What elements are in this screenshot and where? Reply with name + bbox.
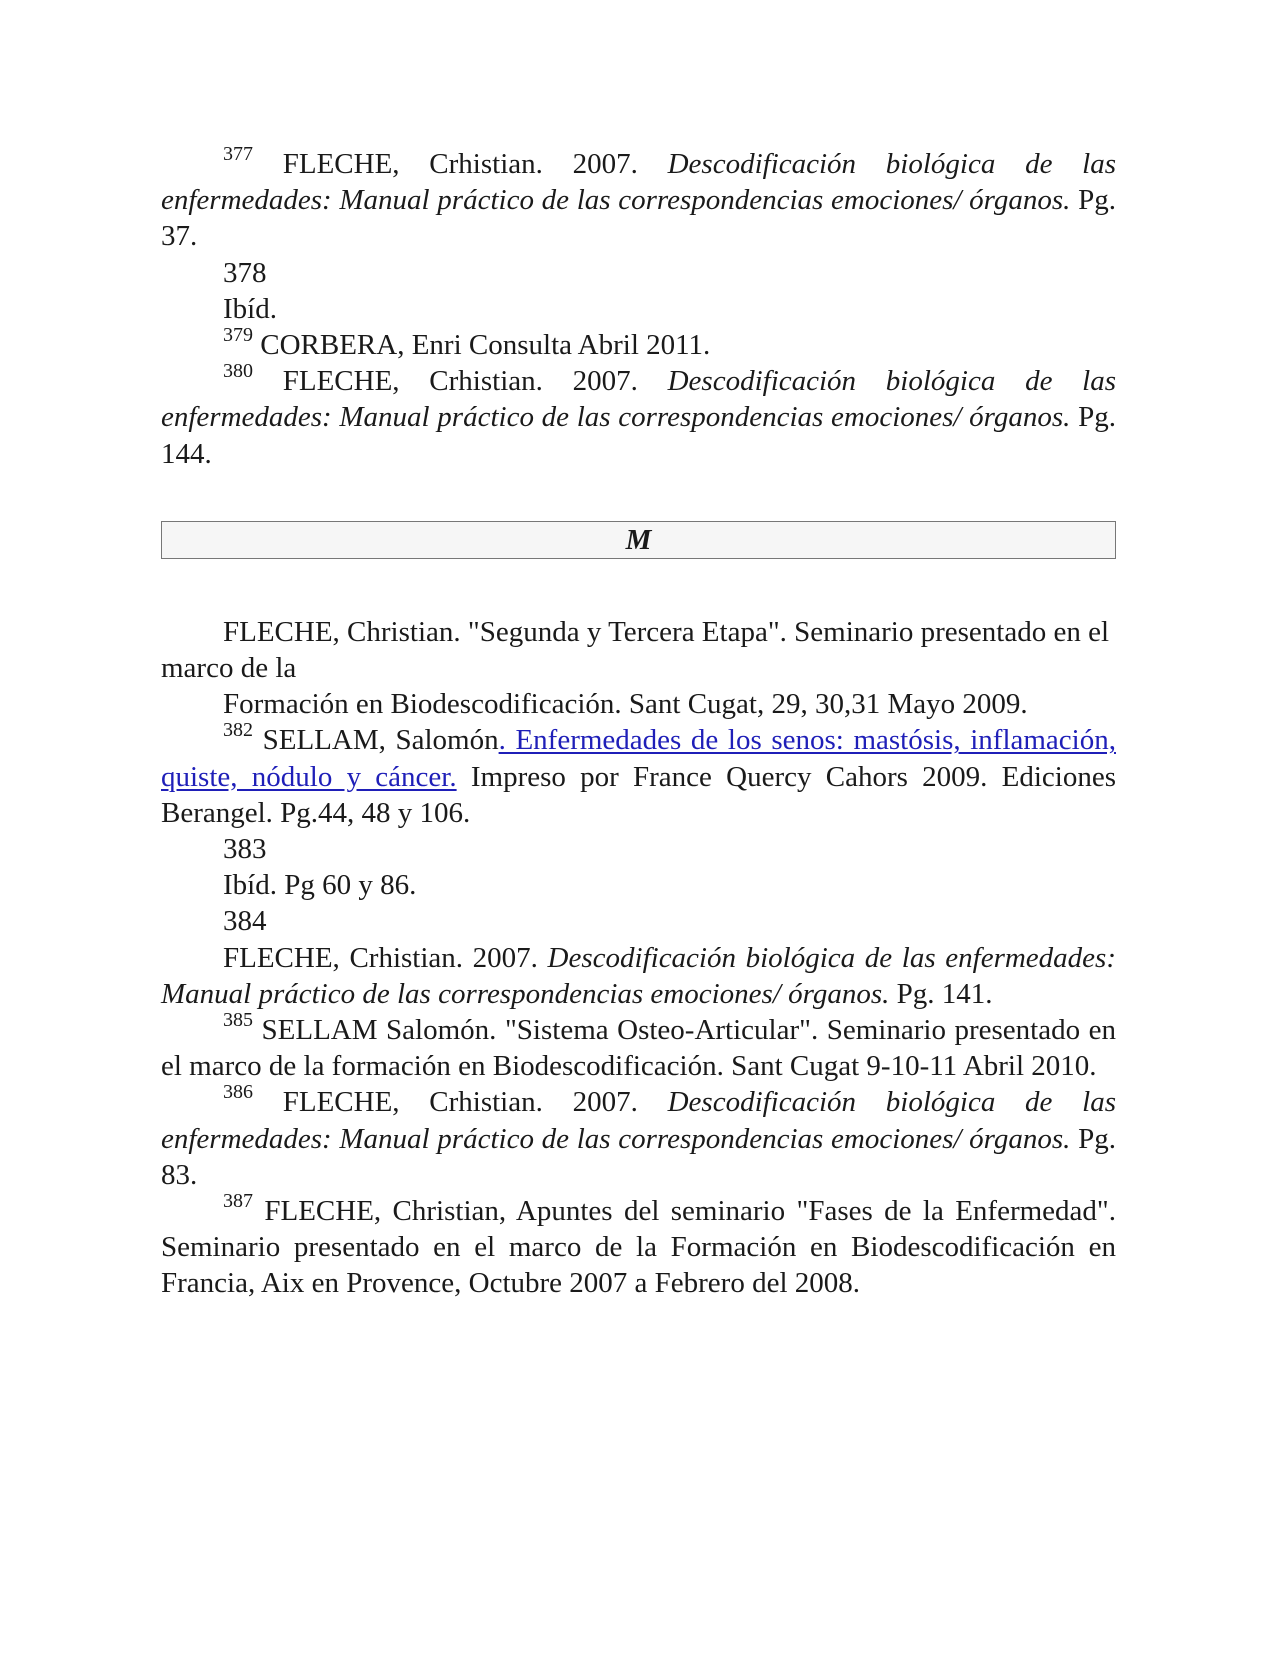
- footnote-book-title: Descodificación biológica de las enfermedades: Manual práctico de las correspondencias emociones/ órganos.: [161, 1086, 1117, 1155]
- entry-fleche-seminar-line2: Formación en Biodescodificación. Sant Cugat, 29, 30,31 Mayo 2009.: [223, 688, 1028, 721]
- footnote-378-number: 378: [223, 256, 267, 289]
- footnote-number: 385: [223, 1009, 253, 1032]
- footnote-377: [161, 143, 1117, 255]
- footnote-379: [161, 324, 1116, 363]
- footnote-378-text: Ibíd.: [223, 292, 277, 325]
- footnote-387: [161, 1190, 1116, 1302]
- footnote-number: 377: [223, 143, 253, 165]
- footnote-book-title: Descodificación biológica de las enfermedades: Manual práctico de las correspondencias emociones/ órganos.: [161, 941, 1116, 1010]
- footnote-book-title: Descodificación biológica de las enfermedades: Manual práctico de las correspondencias emociones/ órganos.: [161, 365, 1117, 434]
- footnote-386: [161, 1081, 1117, 1193]
- footnote-text: CORBERA, Enri Consulta Abril 2011.: [260, 329, 711, 362]
- footnote-380: [161, 360, 1117, 472]
- footnote-author: FLECHE, Crhistian. 2007.: [282, 365, 668, 398]
- footnote-382: [161, 719, 1116, 831]
- footnote-page: Pg. 141.: [889, 977, 993, 1010]
- footnote-text: FLECHE, Christian, Apuntes del seminario "Fases de la Enfermedad". Seminario presentado en el marco de la Formación en Biodescodificación en Francia, Aix en Provence, Octubre 2007 a Febrero del 2008.: [161, 1195, 1116, 1300]
- footnote-page: Pg. 83.: [161, 1122, 1116, 1191]
- footnote-384-number: 384: [223, 905, 267, 938]
- footnote-publisher: Impreso por France Quercy Cahors 2009. Ediciones Berangel. Pg.44, 48 y 106.: [161, 760, 1116, 829]
- footnote-text: SELLAM Salomón. "Sistema Osteo-Articular". Seminario presentado en el marco de la formación en Biodescodificación. Sant Cugat 9-10-11 Abril 2010.: [161, 1014, 1116, 1083]
- footnote-385: [161, 1009, 1116, 1084]
- footnote-author: FLECHE, Crhistian. 2007.: [282, 148, 668, 180]
- section-letter-header: [161, 521, 1116, 559]
- footnote-author: FLECHE, Crhistian. 2007.: [253, 1086, 668, 1119]
- section-letter: M: [625, 523, 652, 556]
- footnote-book-title: Descodificación biológica de las enfermedades: Manual práctico de las correspondencias emociones/ órganos.: [161, 148, 1117, 217]
- footnote-number: 382: [223, 719, 253, 742]
- footnote-page: Pg. 37.: [161, 184, 1116, 253]
- footnote-number: 387: [223, 1190, 253, 1213]
- footnote-page: Pg. 144.: [161, 401, 1116, 470]
- document-page: [161, 143, 1117, 1302]
- footnote-383-text: Ibíd. Pg 60 y 86.: [223, 869, 417, 902]
- entry-fleche-seminar-line1: FLECHE, Christian. "Segunda y Tercera Etapa". Seminario presentado en el marco de la: [161, 615, 1110, 685]
- footnote-383-number: 383: [223, 833, 267, 866]
- footnote-384: [161, 940, 1116, 1012]
- footnote-number: 380: [223, 360, 253, 383]
- footnote-number: 386: [223, 1081, 253, 1104]
- footnote-author: SELLAM, Salomón: [253, 724, 499, 757]
- book-title-link[interactable]: . Enfermedades de los senos: mastósis, inflamación, quiste, nódulo y cáncer.: [161, 724, 1116, 793]
- footnote-author: FLECHE, Crhistian. 2007.: [223, 941, 548, 974]
- footnote-number: 379: [223, 324, 253, 347]
